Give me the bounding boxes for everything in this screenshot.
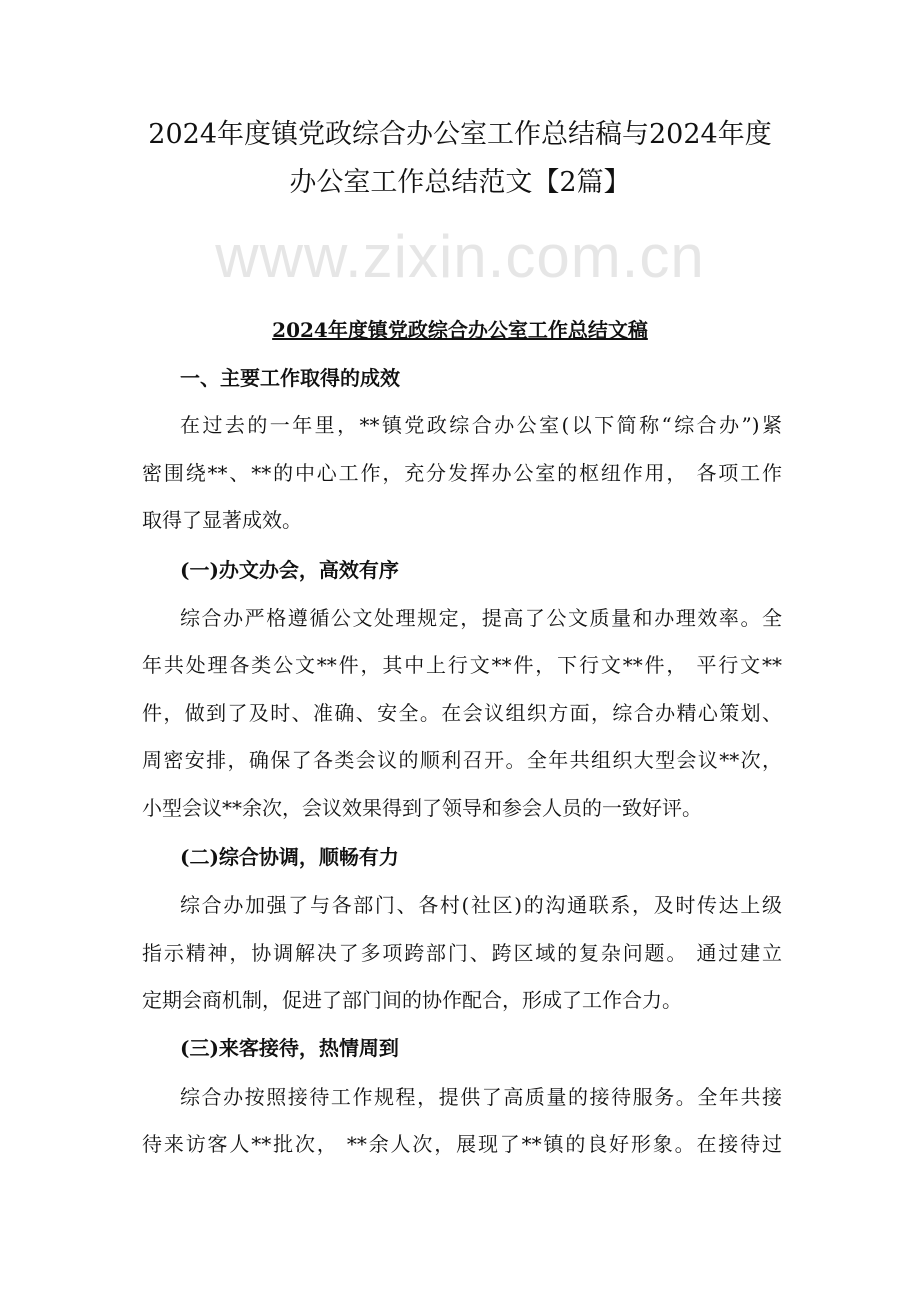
paragraph-line: 取得了显著成效。 [142,508,302,532]
section-subtitle: 2024年度镇党政综合办公室工作总结文稿 [272,318,648,342]
paragraph-line: 年共处理各类公文**件，其中上行文**件，下行文**件， 平行文** [142,653,782,677]
heading-2: (一)办文办会，高效有序 [180,558,399,582]
paragraph-line: 待来访客人**批次， **余人次，展现了**镇的良好形象。在接待过 [142,1132,782,1156]
heading-4: (三)来客接待，热情周到 [180,1036,399,1060]
paragraph-line: 密围绕**、**的中心工作，充分发挥办公室的枢纽作用， 各项工作 [142,461,782,485]
document-title-line-2: 办公室工作总结范文【2篇】 [289,167,631,198]
document-title-line-1: 2024年度镇党政综合办公室工作总结稿与2024年度 [148,119,772,150]
paragraph-line: 综合办按照接待工作规程，提供了高质量的接待服务。全年共接 [180,1085,782,1109]
paragraph-line: 综合办严格遵循公文处理规定，提高了公文质量和办理效率。全 [180,606,782,630]
heading-3: (二)综合协调，顺畅有力 [180,845,399,869]
heading-1: 一、主要工作取得的成效 [180,366,400,390]
watermark: www.zixin.com.cn [215,223,705,290]
paragraph-line: 件，做到了及时、准确、安全。在会议组织方面，综合办精心策划、 [142,701,782,725]
paragraph-line: 周密安排，确保了各类会议的顺利召开。全年共组织大型会议**次， [142,748,782,772]
paragraph-line: 指示精神，协调解决了多项跨部门、跨区域的复杂问题。 通过建立 [142,941,782,965]
paragraph-line: 综合办加强了与各部门、各村(社区)的沟通联系，及时传达上级 [180,893,782,917]
paragraph-line: 在过去的一年里，**镇党政综合办公室(以下简称“综合办”)紧 [180,413,782,437]
paragraph-line: 小型会议**余次，会议效果得到了领导和参会人员的一致好评。 [142,796,702,820]
paragraph-line: 定期会商机制，促进了部门间的协作配合，形成了工作合力。 [142,988,682,1012]
